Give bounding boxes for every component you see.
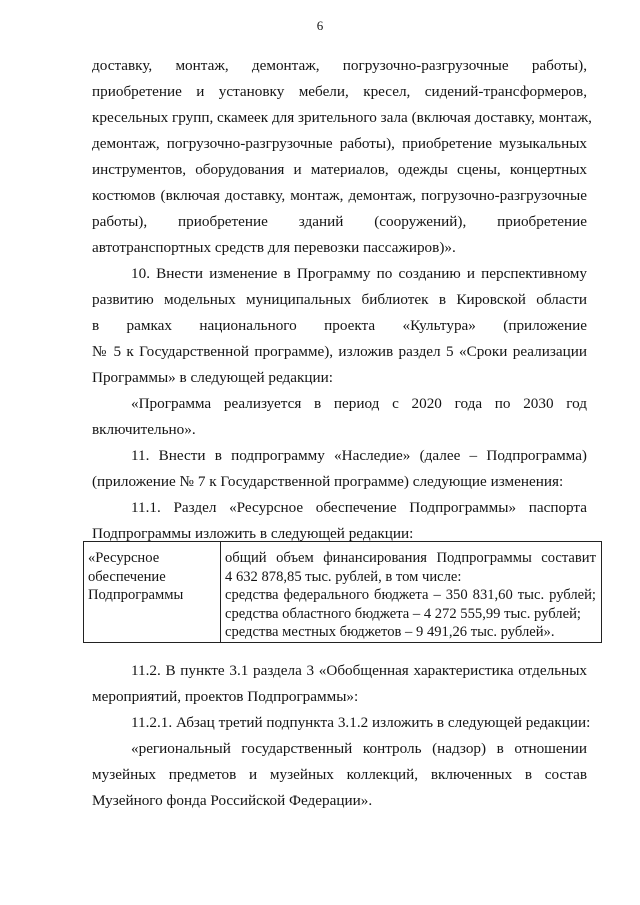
table-value-line: 4 632 878,85 тыс. рублей, в том числе: — [225, 568, 462, 585]
paragraph-line: Подпрограммы изложить в следующей редакции: — [92, 525, 414, 542]
paragraph-line: доставку, монтаж, демонтаж, погрузочно-разгрузочные работы), — [92, 57, 587, 74]
quote-line: Музейного фонда Российской Федерации». — [92, 792, 373, 809]
table-row — [84, 542, 602, 643]
quote-line: «Программа реализуется в период с 2020 года по 2030 год — [131, 395, 587, 412]
table-value-line: средства областного бюджета – 4 272 555,99 тыс. рублей; — [225, 605, 581, 622]
paragraph-line: Программы» в следующей редакции: — [92, 369, 333, 386]
table-label-line: Подпрограммы — [88, 587, 184, 603]
table-label-line: обеспечение — [88, 568, 166, 585]
table-value-line: средства федерального бюджета – 350 831,60 тыс. рублей; — [225, 587, 596, 603]
paragraph-line: в рамках национального проекта «Культура» (приложение — [92, 317, 587, 334]
table-value-line: средства местных бюджетов – 9 491,26 тыс. рублей». — [225, 624, 555, 640]
paragraph-line: развитию модельных муниципальных библиотек в Кировской области — [92, 291, 587, 308]
paragraph-line: автотранспортных средств для перевозки пассажиров)». — [92, 239, 456, 256]
paragraph-line: № 5 к Государственной программе), изложив раздел 5 «Сроки реализации — [92, 343, 587, 360]
paragraph-line: работы), приобретение зданий (сооружений), приобретение — [92, 213, 587, 230]
paragraph-line: 11.2.1. Абзац третий подпункта 3.1.2 изложить в следующей редакции: — [131, 714, 591, 731]
table-label-line: «Ресурсное — [88, 550, 160, 566]
table-value-cell — [221, 542, 602, 643]
paragraph-line: (приложение № 7 к Государственной программе) следующие изменения: — [92, 473, 564, 490]
paragraph-line: приобретение и установку мебели, кресел, сидений-трансформеров, — [92, 83, 587, 100]
page-number: 6 — [316, 18, 324, 33]
paragraph-line: костюмов (включая доставку, монтаж, демонтаж, погрузочно-разгрузочные — [92, 187, 587, 204]
paragraph-line: 11.2. В пункте 3.1 раздела 3 «Обобщенная характеристика отдельных — [131, 662, 587, 679]
paragraph-line: кресельных групп, скамеек для зрительного зала (включая доставку, монтаж, — [92, 109, 592, 126]
quote-line: «региональный государственный контроль (надзор) в отношении — [131, 740, 587, 757]
paragraph-line: 11.1. Раздел «Ресурсное обеспечение Подпрограммы» паспорта — [131, 499, 587, 516]
paragraph-line: 11. Внести в подпрограмму «Наследие» (далее – Подпрограмма) — [131, 447, 587, 464]
paragraph-line: демонтаж, погрузочно-разгрузочные работы), приобретение музыкальных — [92, 135, 587, 152]
table-value-line: общий объем финансирования Подпрограммы составит — [225, 550, 596, 566]
quote-line: музейных предметов и музейных коллекций, включенных в состав — [92, 766, 587, 783]
resource-table — [83, 541, 602, 643]
quote-line: включительно». — [92, 421, 196, 438]
paragraph-line: 10. Внести изменение в Программу по созданию и перспективному — [131, 265, 587, 282]
table-label-cell — [84, 542, 221, 643]
paragraph-line: инструментов, оборудования и материалов, одежды сцены, концертных — [92, 161, 587, 178]
paragraph-line: мероприятий, проектов Подпрограммы»: — [92, 688, 359, 705]
